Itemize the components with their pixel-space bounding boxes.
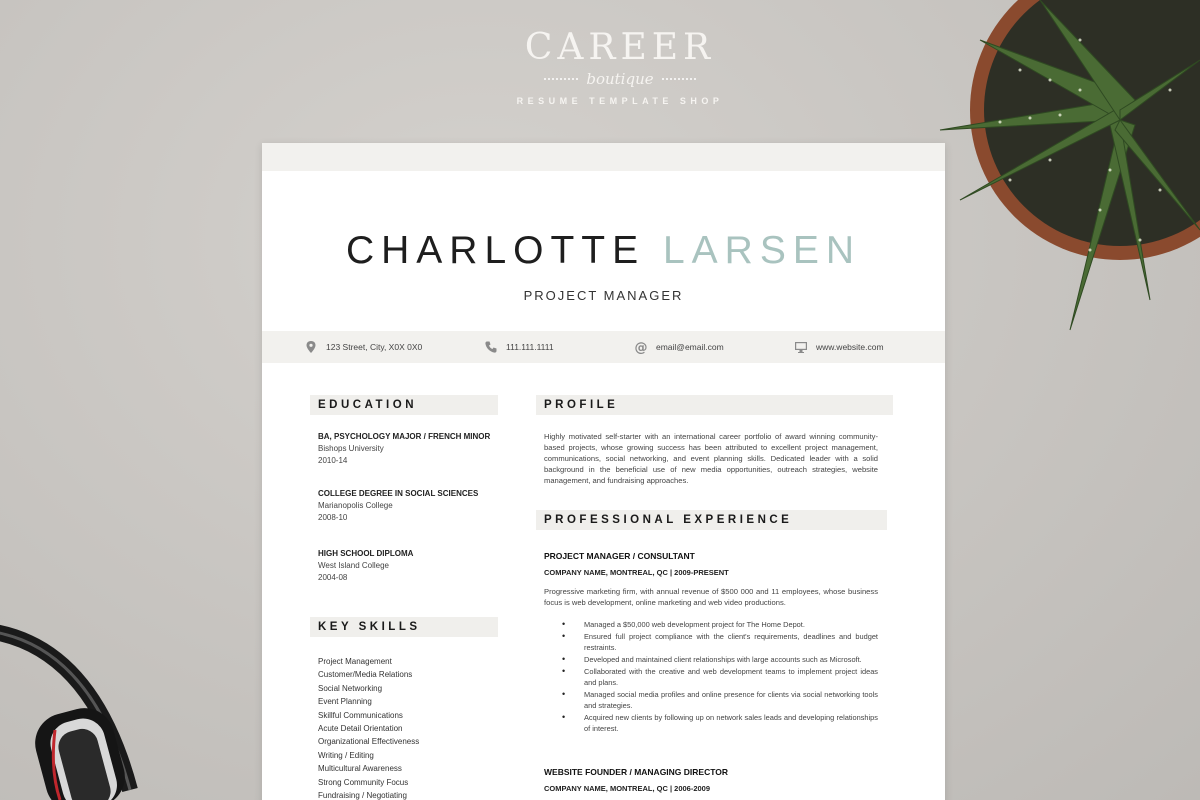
list-item: Acute Detail Orientation <box>318 724 403 734</box>
brand-subtitle: boutique <box>586 70 654 88</box>
list-item: Social Networking <box>318 683 383 693</box>
monitor-icon <box>794 340 808 354</box>
profile-heading: PROFILE <box>536 395 893 415</box>
contact-phone <box>484 331 554 363</box>
years: 2004-08 <box>318 573 348 582</box>
job-company-1: COMPANY NAME, MONTREAL, QC | 2009-PRESENT <box>544 568 729 577</box>
degree: BA, PSYCHOLOGY MAJOR / FRENCH MINOR <box>318 432 491 441</box>
svg-text:@: @ <box>634 340 648 354</box>
list-item: • Acquired new clients by following up on network sales leads and developing relationships of interest. <box>560 712 878 734</box>
brand-subtitle-row <box>440 70 800 88</box>
brand-title: CAREER <box>524 27 716 68</box>
dotted-divider <box>662 78 696 80</box>
website-text: www.website.com <box>816 342 884 352</box>
list-item: • Collaborated with the creative and web development teams to implement project ideas and plans. <box>560 666 878 688</box>
first-name: CHARLOTTE <box>345 229 646 272</box>
job-title: PROJECT MANAGER <box>523 288 684 303</box>
address-text: 123 Street, City, X0X 0X0 <box>326 342 423 352</box>
candidate-name <box>262 229 945 273</box>
list-item: Project Management <box>318 657 392 666</box>
list-item: Organizational Effectiveness <box>318 737 420 747</box>
school: Bishops University <box>318 444 384 453</box>
list-item: Event Planning <box>318 697 372 707</box>
email-text: email@email.com <box>656 342 724 352</box>
job-title-1: PROJECT MANAGER / CONSULTANT <box>544 551 695 561</box>
contact-email <box>634 331 724 363</box>
brand-tagline: RESUME TEMPLATE SHOP <box>516 96 724 106</box>
location-pin-icon <box>304 340 318 354</box>
education-heading: EDUCATION <box>310 395 498 415</box>
degree: HIGH SCHOOL DIPLOMA <box>318 549 414 558</box>
phone-icon <box>484 340 498 354</box>
list-item: Strong Community Focus <box>318 777 409 787</box>
at-sign-icon <box>634 340 648 354</box>
top-band <box>262 143 945 171</box>
years: 2008-10 <box>318 513 348 522</box>
years: 2010-14 <box>318 456 348 465</box>
resume-page <box>262 143 945 800</box>
list-item: Customer/Media Relations <box>318 670 413 680</box>
list-item: • Managed social media profiles and online presence for clients via social networking tools and strategies. <box>560 689 878 711</box>
dotted-divider <box>544 78 578 80</box>
list-item: Skillful Communications <box>318 710 403 720</box>
last-name: LARSEN <box>662 229 862 272</box>
list-item: • Managed a $50,000 web development project for The Home Depot. <box>560 619 878 630</box>
education-entry <box>318 548 498 584</box>
succulent-plant-decoration <box>920 0 1200 340</box>
job-description-1: Progressive marketing firm, with annual revenue of $500 000 and 11 employees, whose business focus is web development, online marketing and web video productions. <box>544 587 878 607</box>
contact-address <box>304 331 422 363</box>
education-entry <box>318 488 498 524</box>
school: Marianopolis College <box>318 501 393 510</box>
list-item: Fundraising / Negotiating <box>318 791 407 800</box>
list-item: • Ensured full project compliance with the client's requirements, deadlines and budget restraints. <box>560 631 878 653</box>
degree: COLLEGE DEGREE IN SOCIAL SCIENCES <box>318 489 479 498</box>
list-item: • Developed and maintained client relationships with large accounts such as Microsoft. <box>560 654 878 665</box>
school: West Island College <box>318 561 389 570</box>
skills-list <box>318 655 419 800</box>
job-title-2: WEBSITE FOUNDER / MANAGING DIRECTOR <box>544 767 729 777</box>
experience-heading: PROFESSIONAL EXPERIENCE <box>536 510 887 530</box>
contact-website <box>794 331 884 363</box>
headphones-decoration <box>0 600 150 800</box>
job-company-2: COMPANY NAME, MONTREAL, QC | 2006-2009 <box>544 784 711 793</box>
skills-heading: KEY SKILLS <box>310 617 498 637</box>
brand-logo <box>440 28 800 106</box>
job-bullets-1 <box>560 619 878 735</box>
list-item: Multicultural Awareness <box>318 764 402 774</box>
list-item: Writing / Editing <box>318 750 374 760</box>
phone-text: 111.111.1111 <box>506 342 554 352</box>
education-entry <box>318 431 498 467</box>
profile-text: Highly motivated self-starter with an international career portfolio of award winning community-based projects, whose growing success has been attributed to excellent project management, communications, social networking, and event planning skills. Dedicated leader with a solid background in the beneficial use of new media opportunities, outreach strategies, website management, and fundraising approaches. <box>544 432 878 485</box>
contact-bar <box>262 331 945 363</box>
